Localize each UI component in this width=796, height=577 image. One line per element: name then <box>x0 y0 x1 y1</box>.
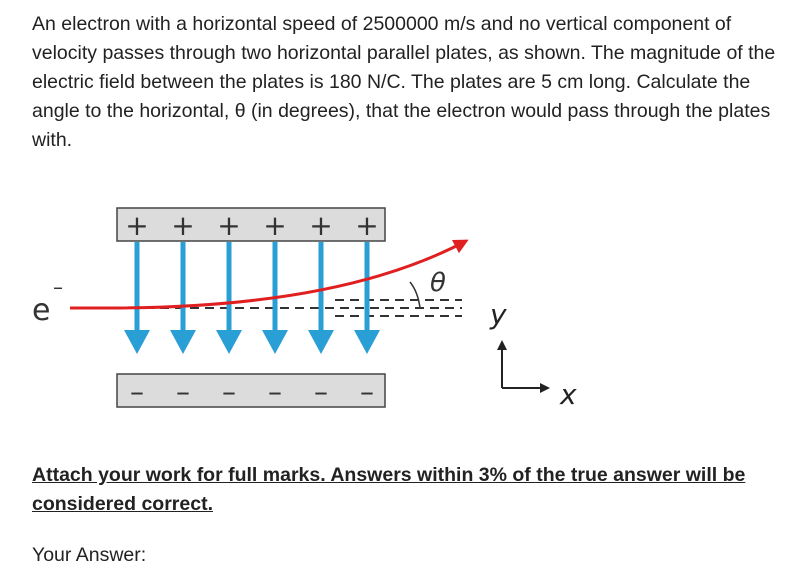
plus-sign: + <box>217 209 241 242</box>
minus-sign: – <box>176 375 190 408</box>
electron-label: e <box>32 293 51 328</box>
angle-theta-label: θ <box>430 268 446 298</box>
plus-sign: + <box>355 209 379 242</box>
field-arrowhead <box>262 330 288 354</box>
instructions-note: Attach your work for full marks. Answers within 3% of the true answer will be considered correct. <box>32 464 746 515</box>
field-arrowhead <box>124 330 150 354</box>
field-arrowhead <box>216 330 242 354</box>
minus-sign: – <box>360 375 374 408</box>
electric-field-arrows <box>124 242 380 354</box>
electron-charge-sign: – <box>53 275 63 299</box>
minus-sign: – <box>222 375 236 408</box>
top-plate <box>117 208 385 241</box>
axis-x-label: x <box>560 378 577 411</box>
field-arrowhead <box>354 330 380 354</box>
axes-indicator <box>502 342 548 388</box>
plus-sign: + <box>309 209 333 242</box>
plus-sign: + <box>125 209 149 242</box>
electron-trajectory <box>70 241 466 308</box>
parallel-plates-diagram <box>0 196 796 426</box>
plus-sign: + <box>171 209 195 242</box>
minus-sign: – <box>314 375 328 408</box>
field-arrowhead <box>170 330 196 354</box>
plus-sign: + <box>263 209 287 242</box>
angle-arc <box>410 282 420 308</box>
question-text: An electron with a horizontal speed of 2500000 m/s and no vertical component of velocity passes through two horizontal parallel plates, as shown. The magnitude of the electric field between the plates is 180 N/C. The plates are 5 cm long. Calculate the angle to the horizontal, θ (in degrees), that the electron would pass through the plates with. <box>32 13 776 151</box>
field-arrowhead <box>308 330 334 354</box>
bottom-plate <box>117 374 385 407</box>
answer-label: Your Answer: <box>32 544 147 566</box>
minus-sign: – <box>268 375 282 408</box>
axis-y-label: y <box>490 298 507 331</box>
minus-sign: – <box>130 375 144 408</box>
